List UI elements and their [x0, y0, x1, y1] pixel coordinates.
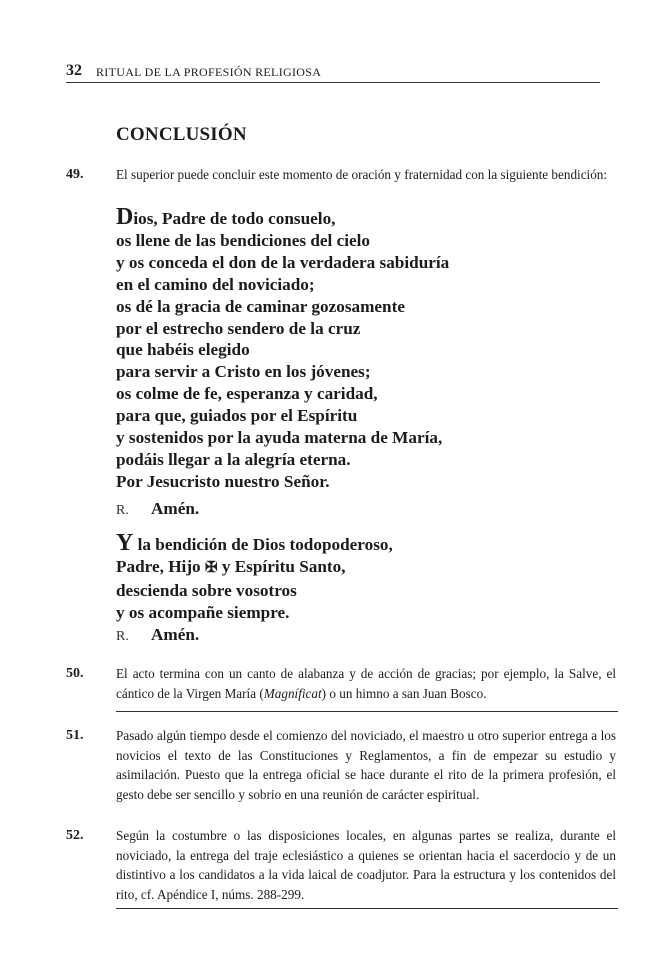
blessing-2-line: Padre, Hijo ✠ y Espíritu Santo,: [116, 556, 346, 576]
paragraph-50-text: El acto termina con un canto de alabanza y de acción de gracias; por ejemplo, la Salve, el cántico de la Virgen María (Magníficat) o un himno a san Juan Bosco.: [116, 666, 616, 701]
blessing-1-line: para que, guiados por el Espíritu: [116, 406, 358, 426]
running-title: RITUAL DE LA PROFESIÓN RELIGIOSA: [96, 65, 322, 79]
paragraph-number-50: 50.: [66, 666, 84, 681]
drop-initial: Y: [116, 530, 134, 556]
response-text: Amén.: [151, 499, 200, 518]
blessing-prayer-2: [116, 530, 393, 624]
page-number: 32: [66, 62, 82, 79]
blessing-2-line: descienda sobre vosotros: [116, 580, 297, 600]
paragraph-52-text: Según la costumbre o las disposiciones locales, en algunas partes se realiza, durante el noviciado, la entrega del traje eclesiástico a quienes se orientan hacia el sacerdocio y de un distintivo a los candidatos a la vida laical de coadjutor. Para la estructura y los contenidos del rito, cf. Apéndice I, núms. 288-299.: [116, 828, 616, 902]
blessing-2-line: Y la bendición de Dios todopoderoso,: [116, 530, 393, 556]
paragraph-number-51: 51.: [66, 728, 84, 743]
blessing-1-line: podáis llegar a la alegría eterna.: [116, 449, 351, 469]
paragraph-number-52: 52.: [66, 828, 84, 843]
blessing-1-line: en el camino del noviciado;: [116, 274, 315, 294]
response-2: [116, 624, 199, 648]
blessing-1-line: Dios, Padre de todo consuelo,: [116, 204, 336, 230]
drop-initial: D: [116, 204, 134, 230]
response-1: [116, 498, 199, 522]
response-symbol: R.: [116, 629, 129, 644]
blessing-1-line: os dé la gracia de caminar gozosamente: [116, 296, 405, 316]
paragraph-51-text: Pasado algún tiempo desde el comienzo del noviciado, el maestro u otro superior entrega a los novicios el texto de las Constituciones y Reglamentos, a fin de empezar su estudio y asimilación. Puesto que la entrega oficial se hace durante el rito de la primera profesión, el gesto debe ser sencillo y sobrio en una reunión de carácter espiritual.: [116, 728, 616, 802]
blessing-1-line: y os conceda el don de la verdadera sabiduría: [116, 252, 450, 272]
blessing-1-line: Por Jesucristo nuestro Señor.: [116, 471, 330, 491]
cross-icon: ✠: [204, 559, 218, 576]
response-symbol: R.: [116, 503, 129, 518]
blessing-1-line: os colme de fe, esperanza y caridad,: [116, 384, 378, 404]
blessing-1-line: para servir a Cristo en los jóvenes;: [116, 362, 371, 382]
blessing-1-line: os llene de las bendiciones del cielo: [116, 230, 370, 250]
blessing-1-line: y sostenidos por la ayuda materna de María,: [116, 428, 443, 448]
section-heading: CONCLUSIÓN: [116, 124, 247, 145]
blessing-1-line: por el estrecho sendero de la cruz: [116, 318, 361, 338]
section-divider: [116, 908, 618, 909]
running-header: [66, 62, 600, 83]
magnificat-title: Magníficat: [263, 685, 322, 701]
blessing-prayer-1: [116, 204, 450, 493]
blessing-2-line: y os acompañe siempre.: [116, 602, 290, 622]
section-divider: [116, 711, 618, 712]
paragraph-49-text: El superior puede concluir este momento de oración y fraternidad con la siguiente bendición:: [116, 167, 608, 182]
blessing-1-line: que habéis elegido: [116, 340, 250, 360]
paragraph-number-49: 49.: [66, 167, 84, 182]
response-text: Amén.: [151, 625, 200, 644]
